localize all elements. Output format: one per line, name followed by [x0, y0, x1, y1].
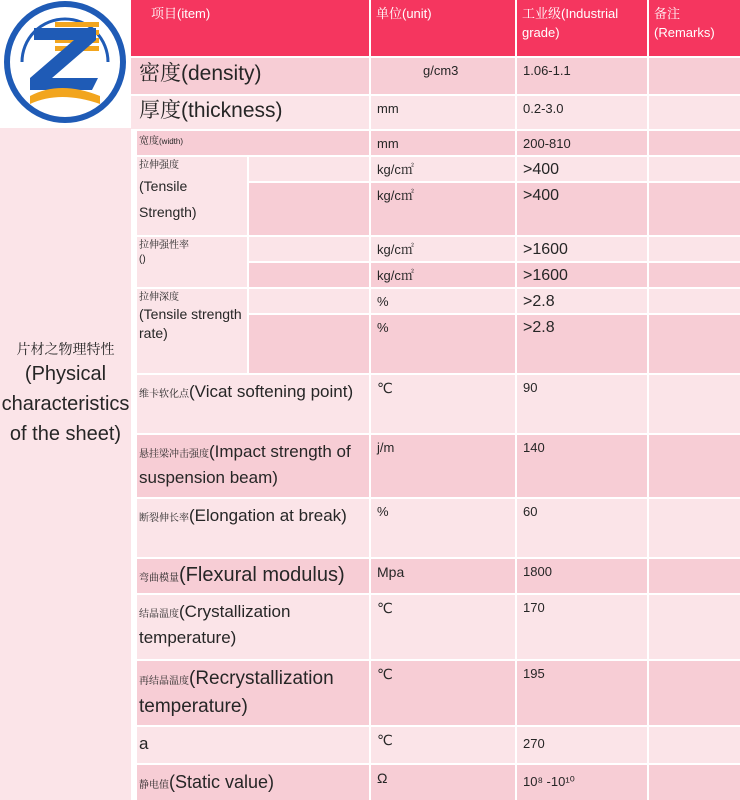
- width-unit: mm: [371, 131, 515, 155]
- tensile-rate-item-sub1: [249, 237, 369, 261]
- width-grade: 200-810: [517, 131, 647, 155]
- static-grade: 10⁸ -10¹⁰: [517, 765, 647, 800]
- tensile-rate-remarks-2: [649, 263, 740, 287]
- a-item: a: [137, 727, 369, 763]
- header-grade: 工业级(Industrial grade): [517, 0, 647, 56]
- header-item: 项目(item): [131, 0, 369, 56]
- recrystallization-item: 再结晶温度(Recrystallization temperature): [137, 661, 369, 725]
- crystallization-remarks: [649, 595, 740, 659]
- tensile-depth-unit-2: %: [371, 315, 515, 373]
- thickness-remarks: [649, 96, 740, 129]
- elongation-item: 断裂伸长率(Elongation at break): [137, 499, 369, 557]
- elongation-remarks: [649, 499, 740, 557]
- recrystallization-grade: 195: [517, 661, 647, 725]
- flexural-item: 弯曲模量(Flexural modulus): [137, 559, 369, 593]
- tensile-depth-remarks-2: [649, 315, 740, 373]
- vicat-unit: ℃: [371, 375, 515, 433]
- vicat-item: 维卡软化点(Vicat softening point): [137, 375, 369, 433]
- tensile-depth-item-sub1: [249, 289, 369, 313]
- width-item: 宽度(width): [137, 131, 369, 155]
- elongation-unit: %: [371, 499, 515, 557]
- tensile-rate-unit-2: kg/c㎡: [371, 263, 515, 287]
- side-label-cn: 片材之物理特性: [16, 341, 115, 357]
- impact-item: 悬挂梁冲击强度(Impact strength of suspension beam): [137, 435, 369, 497]
- flexural-grade: 1800: [517, 559, 647, 593]
- density-grade: 1.06-1.1: [517, 58, 647, 94]
- recrystallization-unit: ℃: [371, 661, 515, 725]
- tensile-strength-grade-2: >400: [517, 183, 647, 235]
- a-grade: 270: [517, 727, 647, 763]
- vicat-grade: 90: [517, 375, 647, 433]
- crystallization-grade: 170: [517, 595, 647, 659]
- tensile-rate-item-sub2: [249, 263, 369, 287]
- tensile-strength-item-sub2: [249, 183, 369, 235]
- tensile-depth-remarks-1: [649, 289, 740, 313]
- tensile-strength-unit-1: kg/c㎡: [371, 157, 515, 181]
- tensile-rate-item: 拉伸强性率 (): [137, 237, 247, 287]
- tensile-rate-grade-2: >1600: [517, 263, 647, 287]
- static-unit: Ω: [371, 765, 515, 800]
- crystallization-unit: ℃: [371, 595, 515, 659]
- company-logo-icon: [0, 0, 130, 126]
- thickness-grade: 0.2-3.0: [517, 96, 647, 129]
- flexural-remarks: [649, 559, 740, 593]
- tensile-depth-item: 拉伸深度 (Tensile strength rate): [137, 289, 247, 373]
- side-label-en: (Physical characteristics of the sheet): [1, 363, 130, 445]
- tensile-rate-remarks-1: [649, 237, 740, 261]
- static-remarks: [649, 765, 740, 800]
- tensile-strength-remarks-2: [649, 183, 740, 235]
- flexural-unit: Mpa: [371, 559, 515, 593]
- impact-grade: 140: [517, 435, 647, 497]
- tensile-rate-grade-1: >1600: [517, 237, 647, 261]
- tensile-depth-unit-1: %: [371, 289, 515, 313]
- tensile-depth-item-sub2: [249, 315, 369, 373]
- physical-characteristics-label: [0, 128, 131, 800]
- tensile-strength-remarks-1: [649, 157, 740, 181]
- header-remarks: 备注 (Remarks): [649, 0, 740, 56]
- static-item: 静电值(Static value): [137, 765, 369, 800]
- density-item: 密度(density): [131, 58, 369, 94]
- tensile-strength-unit-2: kg/c㎡: [371, 183, 515, 235]
- header-unit: 单位(unit): [371, 0, 515, 56]
- density-remarks: [649, 58, 740, 94]
- a-remarks: [649, 727, 740, 763]
- tensile-strength-item-sub1: [249, 157, 369, 181]
- tensile-strength-item: 拉伸强度 (Tensile Strength): [137, 157, 247, 235]
- density-unit: g/cm3: [371, 58, 515, 94]
- company-logo: [0, 0, 130, 126]
- tensile-depth-grade-2: >2.8: [517, 315, 647, 373]
- thickness-item: 厚度(thickness): [131, 96, 369, 129]
- tensile-depth-grade-1: >2.8: [517, 289, 647, 313]
- vicat-remarks: [649, 375, 740, 433]
- recrystallization-remarks: [649, 661, 740, 725]
- thickness-unit: mm: [371, 96, 515, 129]
- impact-unit: j/m: [371, 435, 515, 497]
- tensile-strength-grade-1: >400: [517, 157, 647, 181]
- tensile-rate-unit-1: kg/c㎡: [371, 237, 515, 261]
- impact-remarks: [649, 435, 740, 497]
- width-remarks: [649, 131, 740, 155]
- elongation-grade: 60: [517, 499, 647, 557]
- crystallization-item: 结晶温度(Crystallization temperature): [137, 595, 369, 659]
- a-unit: ℃: [371, 727, 515, 763]
